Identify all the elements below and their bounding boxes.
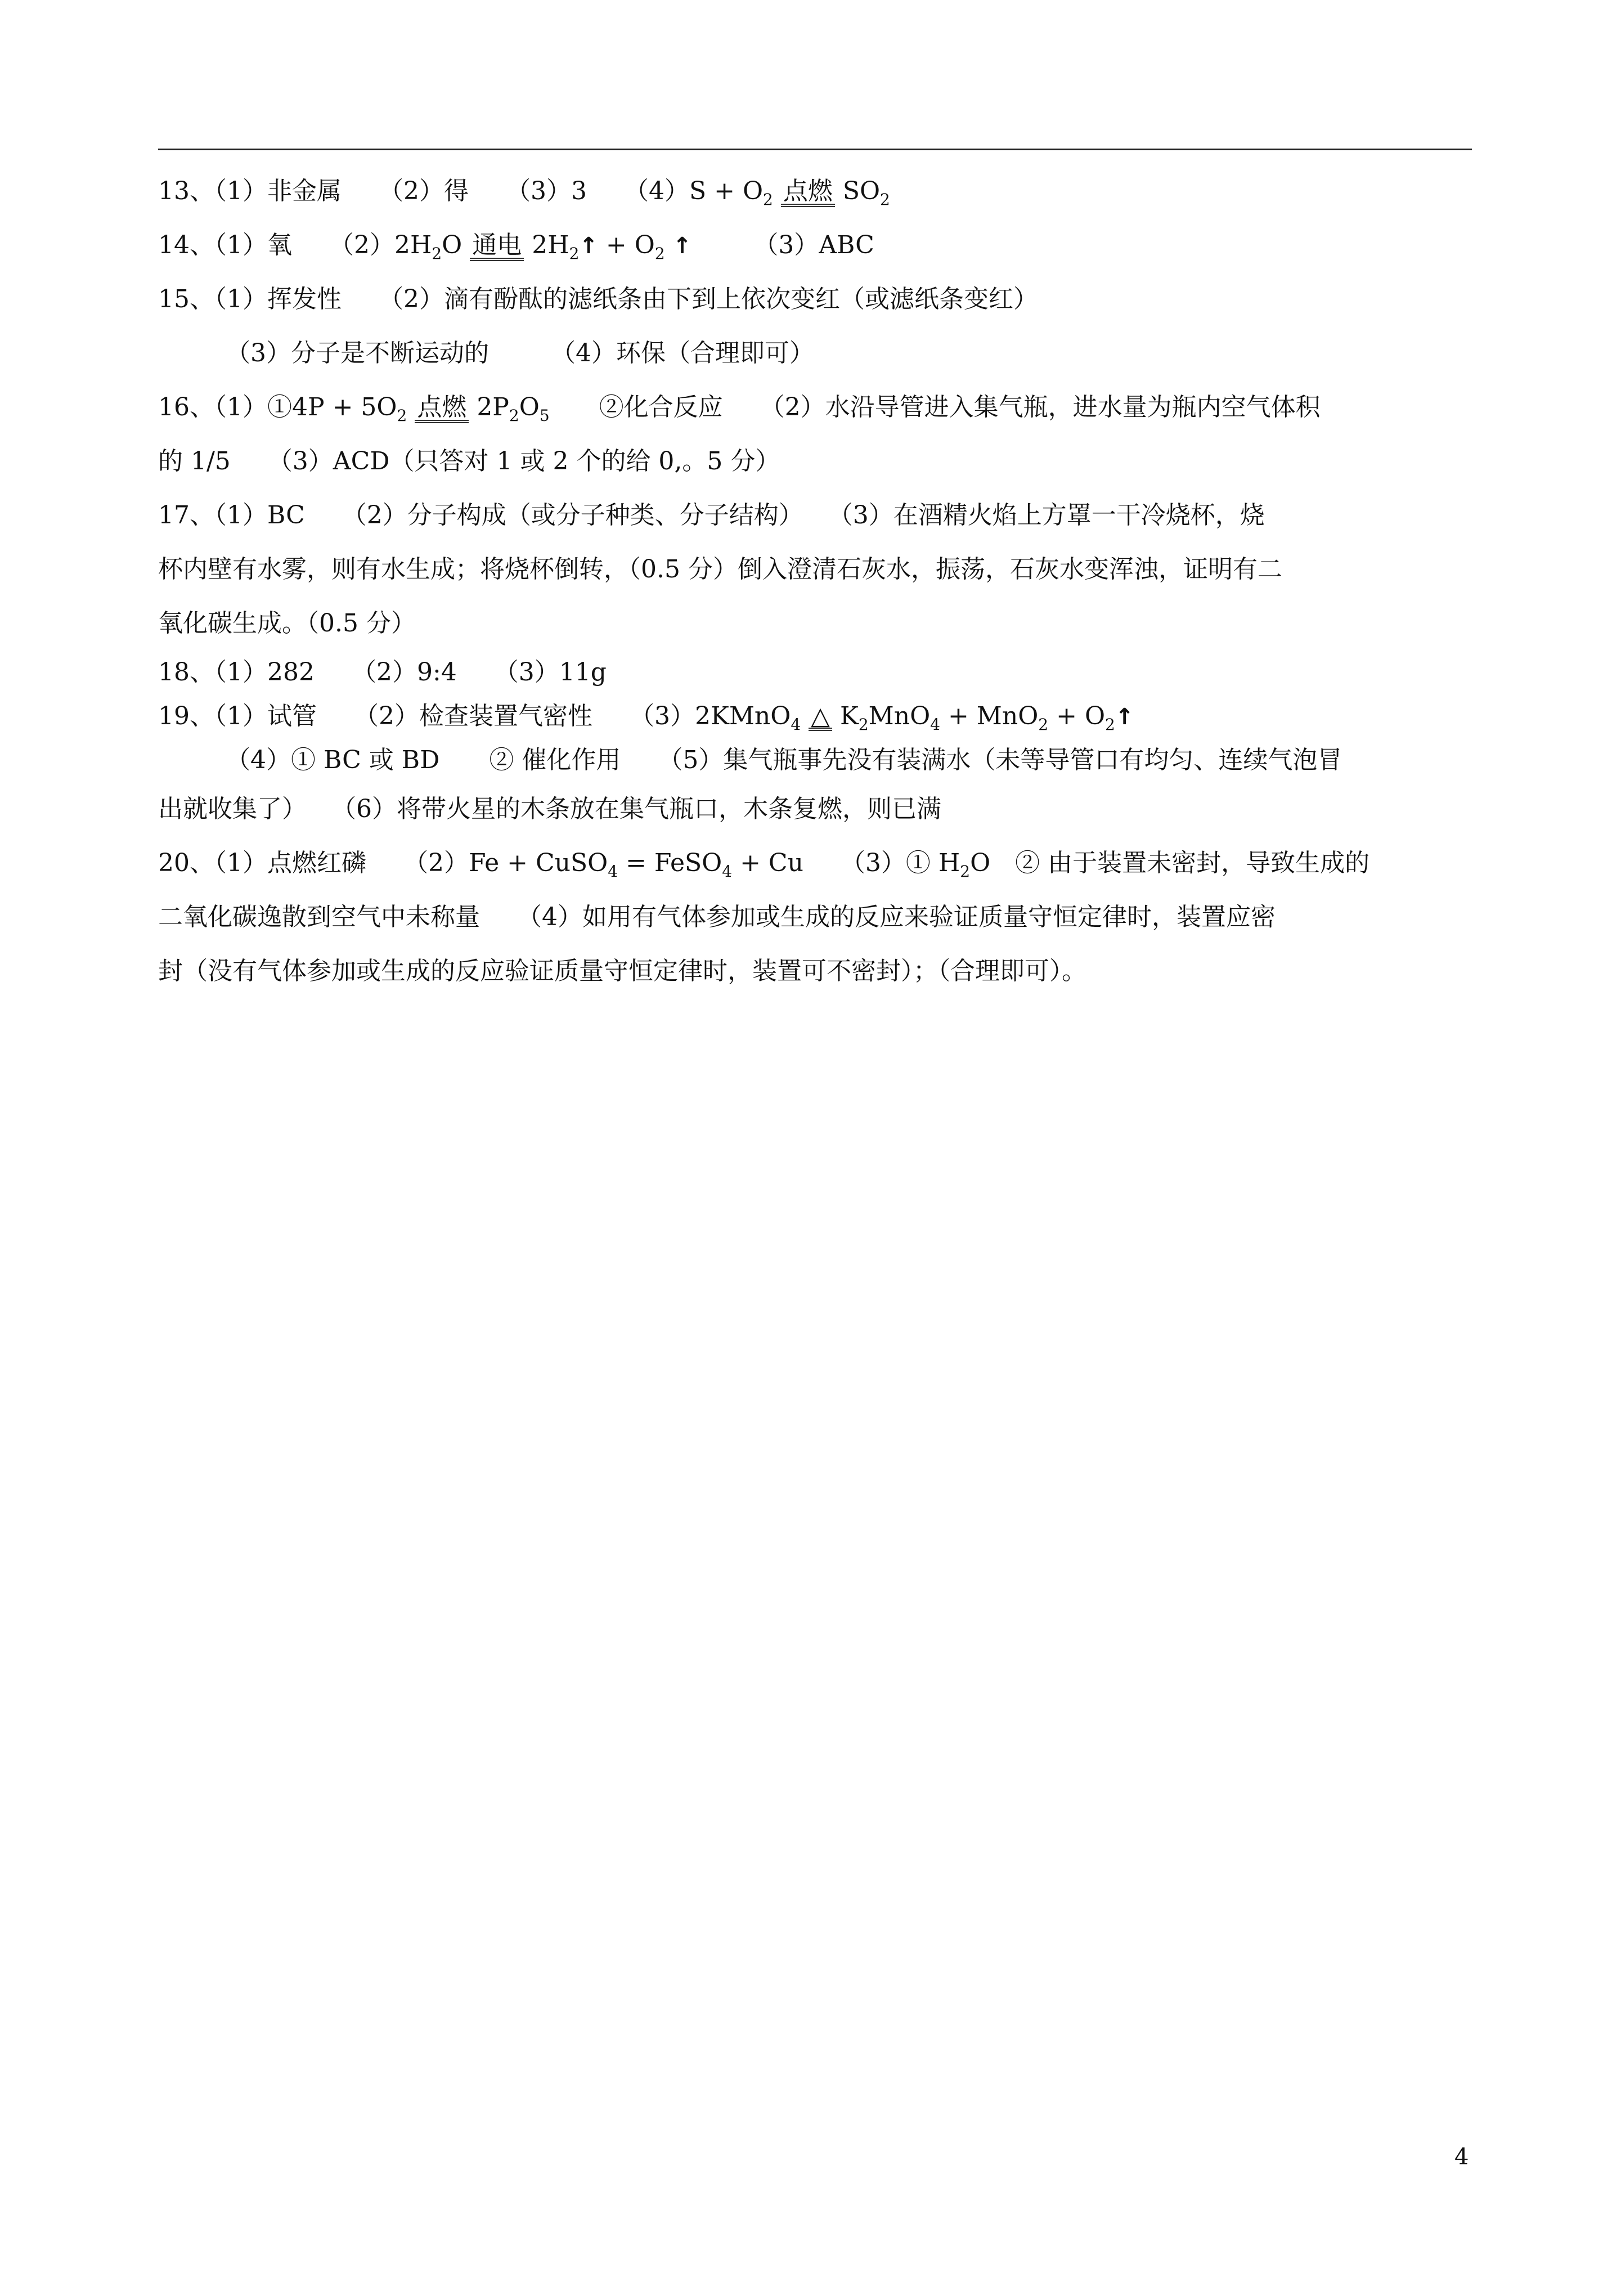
answer-line-15b <box>158 326 1472 380</box>
answer-text: （3）分子是不断运动的 （4）环保（合理即可） <box>226 339 814 367</box>
answer-line-19a <box>158 694 1472 738</box>
answer-line-20b <box>158 890 1472 944</box>
subscript: 2 <box>858 715 869 734</box>
reaction-condition: 点燃 <box>415 395 469 423</box>
answer-line-17b <box>158 542 1472 597</box>
subscript: 2 <box>654 244 665 263</box>
answer-line-19c <box>158 782 1472 836</box>
answer-line-20a <box>158 836 1472 890</box>
answer-text: 16、（1）①4P + 5O <box>158 393 397 421</box>
answer-text: 的 1/5 （3）ACD（只答对 1 或 2 个的给 0,。5 分） <box>158 447 780 476</box>
answer-line-17c <box>158 597 1472 651</box>
subscript: 2 <box>1038 715 1049 734</box>
answer-line-14 <box>158 218 1472 272</box>
page-number: 4 <box>1454 2144 1469 2170</box>
answer-line-17a <box>158 488 1472 542</box>
answer-line-16b <box>158 434 1472 488</box>
answer-text: MnO <box>868 702 931 730</box>
heating-condition-icon: △ <box>809 705 832 731</box>
answer-text: O <box>519 393 540 421</box>
answer-text <box>801 702 809 730</box>
subscript: 4 <box>608 862 618 881</box>
answer-text <box>407 393 415 421</box>
answer-line-15a <box>158 272 1472 326</box>
answer-text: （4）① BC 或 BD ② 催化作用 （5）集气瓶事先没有装满水（未等导管口有均匀、连续气泡冒 <box>226 746 1342 774</box>
answer-line-13 <box>158 164 1472 218</box>
answer-text: K <box>832 702 859 730</box>
header-rule <box>158 149 1472 150</box>
reaction-condition: 通电 <box>470 233 524 261</box>
subscript: 5 <box>539 406 550 425</box>
answer-line-16a <box>158 380 1472 434</box>
answer-text: SO <box>834 177 881 205</box>
answer-text: 14、（1）氧 （2）2H <box>158 231 432 259</box>
answer-text: = FeSO <box>618 849 722 877</box>
subscript: 4 <box>930 715 940 734</box>
subscript: 2 <box>960 862 971 881</box>
answer-text: + O <box>598 231 655 259</box>
answer-text: 2P <box>469 393 509 421</box>
answer-text <box>665 231 673 259</box>
answer-text: + MnO <box>940 702 1039 730</box>
subscript: 4 <box>722 862 733 881</box>
subscript: 2 <box>1105 715 1115 734</box>
gas-arrow-icon: ↑ <box>579 233 598 259</box>
gas-arrow-icon: ↑ <box>1115 704 1134 730</box>
subscript: 2 <box>880 190 890 209</box>
answer-text: 封（没有气体参加或生成的反应验证质量守恒定律时，装置可不密封）；（合理即可）。 <box>158 957 1086 985</box>
answer-text: 出就收集了） （6）将带火星的木条放在集气瓶口，木条复燃，则已满 <box>158 795 941 823</box>
subscript: 4 <box>791 715 801 734</box>
subscript: 2 <box>763 190 773 209</box>
answer-text: 17、（1）BC （2）分子构成（或分子种类、分子结构） （3）在酒精火焰上方罩一干冷烧杯，烧 <box>158 501 1265 530</box>
answer-text: + Cu （3）① H <box>732 849 960 877</box>
answer-text <box>773 177 781 205</box>
answer-text: O <box>442 231 470 259</box>
answer-line-19b <box>158 738 1472 782</box>
answer-text: 20、（1）点燃红磷 （2）Fe + CuSO <box>158 849 608 877</box>
answer-text: 18、（1）282 （2）9:4 （3）11g <box>158 658 607 687</box>
subscript: 2 <box>397 406 407 425</box>
answer-text: ②化合反应 （2）水沿导管进入集气瓶，进水量为瓶内空气体积 <box>549 393 1321 421</box>
answer-line-20c <box>158 944 1472 998</box>
answer-text: 二氧化碳逸散到空气中未称量 （4）如用有气体参加或生成的反应来验证质量守恒定律时，装置应密 <box>158 903 1276 931</box>
subscript: 2 <box>509 406 519 425</box>
gas-arrow-icon: ↑ <box>672 233 692 259</box>
answer-text: 2H <box>524 231 569 259</box>
answer-text: 杯内壁有水雾，则有水生成；将烧杯倒转，（0.5 分）倒入澄清石灰水，振荡，石灰水变浑浊，证明有二 <box>158 555 1282 584</box>
answer-key <box>158 164 1472 998</box>
answer-text: 15、（1）挥发性 （2）滴有酚酞的滤纸条由下到上依次变红（或滤纸条变红） <box>158 285 1038 313</box>
answer-text: 13、（1）非金属 （2）得 （3）3 （4）S + O <box>158 177 764 205</box>
reaction-condition: 点燃 <box>781 179 835 207</box>
answer-text: O ② 由于装置未密封，导致生成的 <box>970 849 1370 877</box>
answer-text: （3）ABC <box>691 231 874 259</box>
answer-text: 氧化碳生成。（0.5 分） <box>158 609 416 638</box>
answer-text: + O <box>1048 702 1106 730</box>
answer-line-18 <box>158 651 1472 694</box>
subscript: 2 <box>432 244 442 263</box>
answer-text: 19、（1）试管 （2）检查装置气密性 （3）2KMnO <box>158 702 791 730</box>
subscript: 2 <box>569 244 580 263</box>
